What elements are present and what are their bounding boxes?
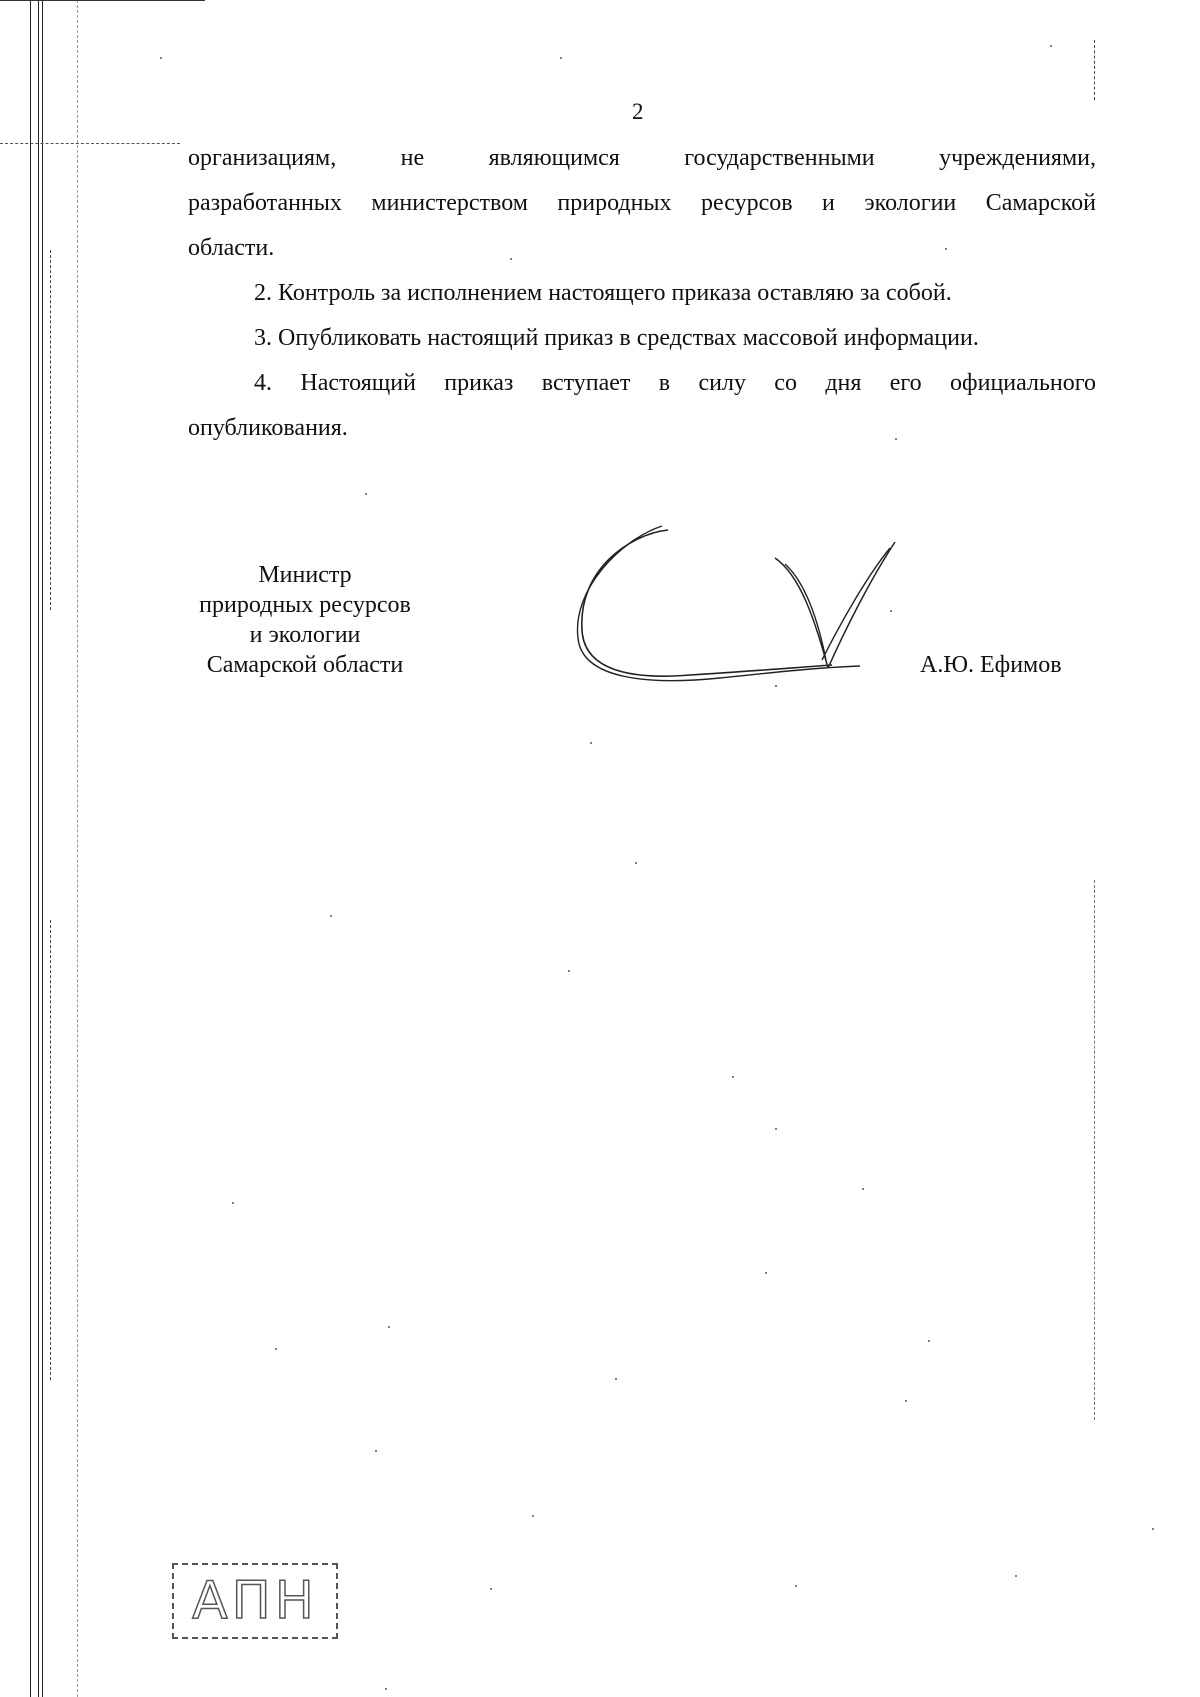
signatory-title xyxy=(180,560,430,680)
scan-speck xyxy=(590,742,592,744)
scan-speck xyxy=(732,1076,734,1078)
signatory-title-line: Министр xyxy=(258,562,352,588)
scan-speck xyxy=(385,1688,387,1690)
scan-speck xyxy=(375,1450,377,1452)
scan-speck xyxy=(905,1400,907,1402)
scan-speck xyxy=(890,610,892,612)
scan-speck xyxy=(945,248,947,250)
scan-speck xyxy=(1050,45,1052,47)
signatory-title-line: и экологии xyxy=(249,622,361,648)
scan-speck xyxy=(330,915,332,917)
page-number: 2 xyxy=(632,99,644,124)
scan-speck xyxy=(490,1588,492,1590)
handwritten-signature xyxy=(570,520,910,700)
paragraph-1 xyxy=(188,136,1096,271)
scan-speck xyxy=(615,1378,617,1380)
scan-edge-dash xyxy=(1094,880,1096,1420)
scan-edge-dash xyxy=(50,250,52,610)
scan-speck xyxy=(560,57,562,59)
text-line: области. xyxy=(188,235,275,261)
text-line: разработанных министерством природных ресурсов и экологии Самарской xyxy=(188,190,1096,216)
stamp-text: АПН xyxy=(192,1571,318,1631)
scan-speck xyxy=(775,1128,777,1130)
scan-edge-line xyxy=(42,0,43,1697)
signer-name: А.Ю. Ефимов xyxy=(920,652,1062,678)
paragraph-3 xyxy=(188,316,1096,361)
scan-speck xyxy=(775,685,777,687)
scan-edge-dash xyxy=(0,143,180,144)
scan-speck xyxy=(765,1272,767,1274)
scan-speck xyxy=(388,1326,390,1328)
signatory-title-line: Самарской области xyxy=(206,652,404,678)
paragraph-4 xyxy=(188,361,1096,451)
scan-speck xyxy=(635,862,637,864)
signatory-title-line: природных ресурсов xyxy=(199,592,411,618)
document-stamp xyxy=(172,1563,338,1639)
text-line: 4. Настоящий приказ вступает в силу со дня его официального xyxy=(254,370,1096,396)
text-line: опубликования. xyxy=(188,415,348,441)
scan-speck xyxy=(1152,1528,1154,1530)
scan-speck xyxy=(160,57,162,59)
text-line: организациям, не являющимся государственными учреждениями, xyxy=(188,145,1096,171)
text-line: 2. Контроль за исполнением настоящего приказа оставляю за собой. xyxy=(254,280,952,306)
scan-speck xyxy=(232,1202,234,1204)
scan-speck xyxy=(928,1340,930,1342)
scan-speck xyxy=(862,1188,864,1190)
scan-speck xyxy=(510,258,512,260)
scan-speck xyxy=(568,970,570,972)
scan-edge-dash xyxy=(50,920,52,1380)
scan-edge-dash xyxy=(77,0,79,1697)
scan-speck xyxy=(795,1585,797,1587)
paragraph-2 xyxy=(188,271,1096,316)
scan-edge-line xyxy=(0,0,205,1)
scan-edge-line xyxy=(38,0,39,1697)
scan-edge-line xyxy=(30,0,31,1697)
scan-speck xyxy=(895,438,897,440)
scan-speck xyxy=(275,1348,277,1350)
scan-edge-dash xyxy=(1094,40,1096,100)
scan-speck xyxy=(365,493,367,495)
scan-speck xyxy=(1015,1575,1017,1577)
scan-speck xyxy=(532,1515,534,1517)
text-line: 3. Опубликовать настоящий приказ в средствах массовой информации. xyxy=(254,325,979,351)
